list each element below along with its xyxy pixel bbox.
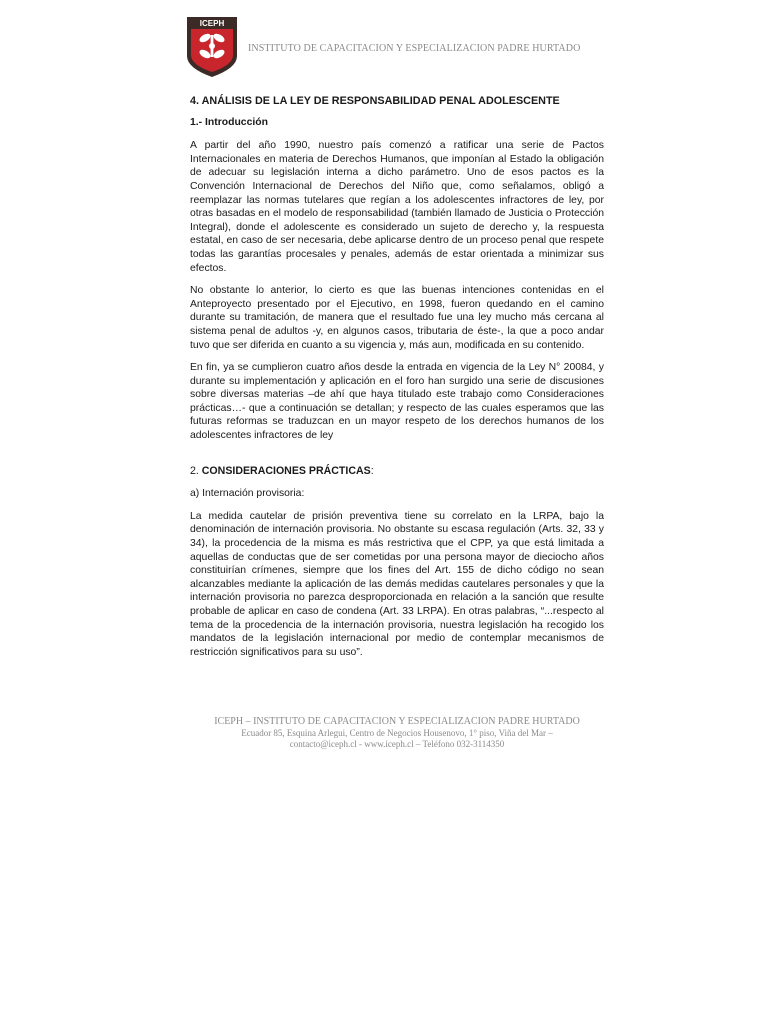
iceph-logo <box>186 16 238 78</box>
paragraph: No obstante lo anterior, lo cierto es que las buenas intenciones contenidas en el Anteproyecto presentado por el Ejecutivo, en 1998, fueron quedando en el camino durante su tramitación, de manera que el resultado fue una ley mucho más cercana al sistema penal de adultos -y, en algunos casos, tributaria de éste-, la que a poco andar tuvo que ser diferida en cuanto a su vigencia y, más aun, modificada en su contenido. <box>190 285 604 351</box>
footer-contact: contacto@iceph.cl - www.iceph.cl – Teléfono 032-3114350 <box>289 739 505 749</box>
footer-institute: ICEPH – INSTITUTO DE CAPACITACION Y ESPECIALIZACION PADRE HURTADO <box>214 716 580 727</box>
svg-text:ICEPH: ICEPH <box>199 19 225 28</box>
section-2-heading <box>190 465 604 479</box>
document-body <box>190 95 604 668</box>
section-2-title: CONSIDERACIONES PRÁCTICAS <box>201 464 371 477</box>
footer-address: Ecuador 85, Esquina Arlegui, Centro de Negocios Housenovo, 1° piso, Viña del Mar – <box>241 728 553 738</box>
section-2-number: 2. <box>190 464 202 477</box>
paragraph: A partir del año 1990, nuestro país comenzó a ratificar una serie de Pactos Internacionales en materia de Derechos Humanos, que imponían al Estado la obligación de adecuar su legislación interna a dicho parámetro. Uno de esos pactos es la Convención Internacional de Derechos del Niño que, como señalamos, obligó a reemplazar las normas tutelares que regían a los adolescentes infractores de ley, por otras basadas en el modelo de responsabilidad (también llamado de Justicia o Protección Integral), donde el adolescente es considerado un sujeto de derecho y, la respuesta estatal, en caso de ser necesaria, debe aplicarse dentro de un proceso penal que respete todas las garantías procesales y penales, además de estar orientada a minimizar sus efectos. <box>190 140 604 274</box>
paragraph: La medida cautelar de prisión preventiva tiene su correlato en la LRPA, bajo la denominación de internación provisoria. No obstante su escasa regulación (Arts. 32, 33 y 34), la procedencia de la misma es más restrictiva que el CPP, ya que está limitada a aquellas de conductas que de ser cometidas por una persona mayor de dieciocho años constituirían crímenes, siempre que los fines del Art. 155 de dicho código no sean alcanzables mediante la aplicación de las demás medidas cautelares personales y que la internación provisoria no parezca desproporcionada en relación a la sanción que resulte probable de aplicar en caso de condena (Art. 33 LRPA). En otras palabras, “...respecto al tema de la procedencia de la internación provisoria, nuestra legislación ha recogido los mandatos de la legislación internacional por medio de contemplar mecanismos de restricción significativos para su uso”. <box>190 510 604 658</box>
subsection-heading: 1.- Introducción <box>190 116 268 128</box>
page-footer <box>190 716 604 750</box>
section-heading: 4. ANÁLISIS DE LA LEY DE RESPONSABILIDAD PENAL ADOLESCENTE <box>190 95 560 107</box>
paragraph: En fin, ya se cumplieron cuatro años desde la entrada en vigencia de la Ley N° 20084, y durante su implementación y aplicación en el foro han surgido una serie de discusiones sobre diversas materias –de ahí que haya titulado este trabajo como Consideraciones prácticas…- que a continuación se detallan; y respecto de las cuales esperamos que las futuras reformas se traduzcan en un mayor respeto de los derechos humanos de los adolescentes infractores de ley <box>190 362 604 442</box>
section-2-colon: : <box>370 464 374 477</box>
subsection-a-heading: a) Internación provisoria: <box>190 488 305 500</box>
shield-logo-icon <box>186 16 238 78</box>
header-institute-name: INSTITUTO DE CAPACITACION Y ESPECIALIZACION PADRE HURTADO <box>248 43 581 54</box>
